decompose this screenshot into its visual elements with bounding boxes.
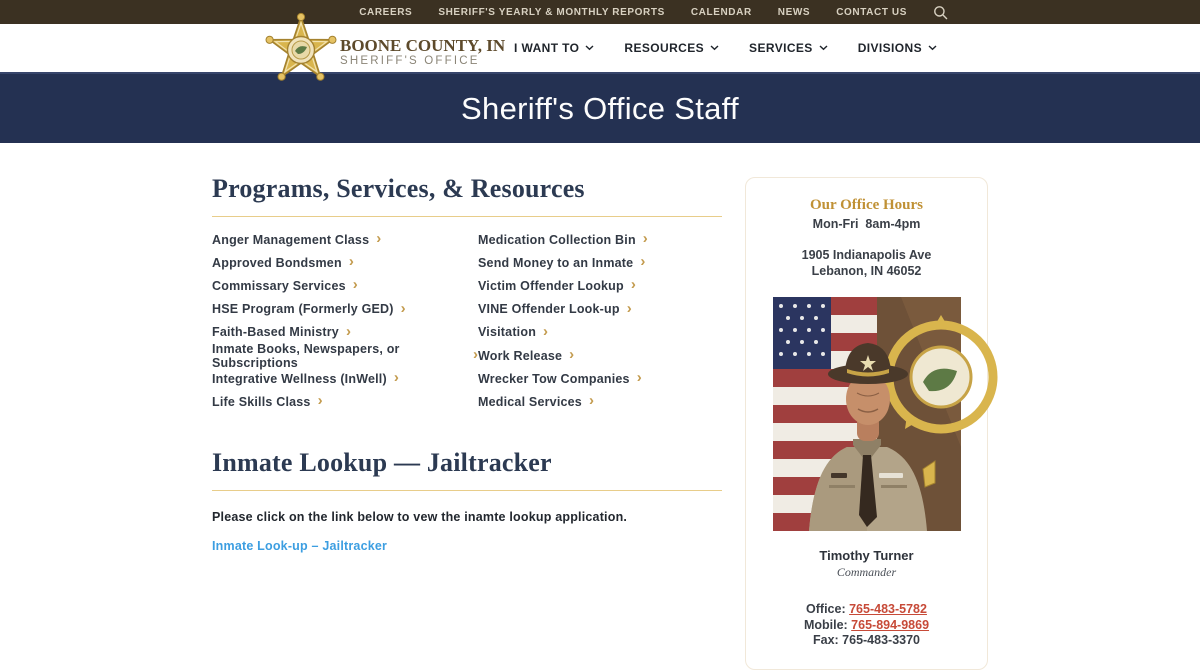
link-label: Integrative Wellness (InWell) — [212, 371, 387, 386]
chevron-down-icon — [710, 45, 719, 51]
inmate-lookup-instruction: Please click on the link below to vew the inamte lookup application. — [212, 509, 628, 524]
nav-i-want-to[interactable] — [514, 41, 594, 55]
chevron-right-icon: › — [400, 299, 406, 317]
site-logo[interactable] — [266, 13, 505, 85]
link-label: Visitation — [478, 325, 537, 340]
office-address — [762, 248, 971, 279]
topbar-link-careers[interactable]: CAREERS — [359, 6, 413, 18]
office-hours-value: Mon-Fri 8am-4pm — [812, 217, 921, 231]
content-column — [212, 143, 722, 670]
chevron-down-icon — [819, 45, 828, 51]
link-label: Work Release — [478, 348, 563, 363]
link-hse-program[interactable] — [212, 298, 478, 321]
link-label: Inmate Books, Newspapers, or Subscriptions — [212, 341, 400, 370]
staff-contact — [762, 602, 971, 649]
chevron-right-icon: › — [630, 276, 636, 294]
link-label: Wrecker Tow Companies — [478, 371, 630, 386]
link-integrative-wellness[interactable] — [212, 367, 478, 390]
nav-label: I WANT TO — [514, 41, 580, 55]
link-label: Medical Services — [478, 394, 582, 409]
link-commissary-services[interactable] — [212, 274, 478, 297]
sidebar — [745, 143, 988, 670]
chevron-right-icon: › — [642, 230, 648, 248]
link-medical-services[interactable] — [478, 390, 722, 413]
chevron-right-icon: › — [588, 392, 594, 410]
nav-label: SERVICES — [749, 41, 813, 55]
link-label: Commissary Services — [212, 278, 346, 293]
chevron-down-icon — [928, 45, 937, 51]
programs-section — [212, 174, 722, 414]
sheriff-star-badge-icon — [266, 13, 336, 85]
office-phone-link[interactable]: 765-483-5782 — [849, 602, 927, 616]
chevron-right-icon: › — [636, 369, 642, 387]
chevron-right-icon: › — [393, 369, 399, 387]
chevron-right-icon: › — [345, 322, 351, 340]
inmate-lookup-section — [212, 448, 722, 555]
mobile-phone-label: Mobile: — [803, 617, 852, 632]
nav-resources[interactable] — [624, 41, 719, 55]
link-vine-offender-lookup[interactable] — [478, 298, 722, 321]
fax-row: Fax: 765-483-3370 — [812, 633, 921, 647]
site-header — [0, 24, 1200, 72]
topbar-link-reports[interactable]: SHERIFF'S YEARLY & MONTHLY REPORTS — [438, 6, 665, 18]
office-phone-label: Office: — [806, 602, 850, 616]
chevron-right-icon: › — [348, 253, 354, 271]
programs-links — [212, 228, 722, 414]
link-work-release[interactable] — [478, 344, 722, 367]
address-line-2: Lebanon, IN 46052 — [811, 263, 922, 278]
utility-bar — [0, 0, 1200, 24]
search-icon[interactable] — [933, 5, 948, 20]
chevron-right-icon: › — [352, 276, 358, 294]
link-visitation[interactable] — [478, 321, 722, 344]
link-send-money-to-inmate[interactable] — [478, 251, 722, 274]
link-approved-bondsmen[interactable] — [212, 251, 478, 274]
chevron-down-icon — [585, 45, 594, 51]
topbar-link-calendar[interactable]: CALENDAR — [690, 6, 752, 18]
link-label: Medication Collection Bin — [478, 232, 636, 247]
chevron-right-icon: › — [640, 253, 646, 271]
staff-title: Commander — [836, 565, 897, 579]
link-victim-offender-lookup[interactable] — [478, 274, 722, 297]
link-label: Approved Bondsmen — [212, 255, 342, 270]
office-hours-card — [745, 177, 988, 670]
link-faith-based-ministry[interactable] — [212, 321, 478, 344]
nav-divisions[interactable] — [858, 41, 937, 55]
mobile-phone-row — [762, 618, 971, 634]
chevron-right-icon: › — [473, 346, 478, 364]
staff-portrait-photo — [773, 297, 961, 531]
link-label: Faith-Based Ministry — [212, 325, 339, 340]
chevron-right-icon: › — [317, 392, 323, 410]
nav-services[interactable] — [749, 41, 828, 55]
page-title: Sheriff's Office Staff — [461, 90, 739, 126]
link-anger-management-class[interactable] — [212, 228, 478, 251]
link-medication-collection-bin[interactable] — [478, 228, 722, 251]
address-line-1: 1905 Indianapolis Ave — [801, 248, 932, 262]
staff-name: Timothy Turner — [819, 548, 914, 563]
site-subname: SHERIFF'S OFFICE — [340, 55, 480, 67]
chevron-right-icon: › — [376, 230, 382, 248]
link-inmate-books[interactable] — [212, 341, 478, 370]
gold-divider — [212, 490, 722, 491]
office-phone-row — [762, 602, 971, 618]
link-label: Anger Management Class — [212, 232, 370, 247]
link-label: VINE Offender Look-up — [478, 302, 620, 317]
office-hours-title: Our Office Hours — [809, 197, 924, 213]
nav-label: DIVISIONS — [857, 41, 922, 55]
inmate-lookup-heading: Inmate Lookup — Jailtracker — [212, 447, 552, 477]
chevron-right-icon: › — [543, 322, 549, 340]
nav-label: RESOURCES — [624, 41, 705, 55]
page-banner — [0, 72, 1200, 143]
topbar-link-news[interactable]: NEWS — [777, 6, 811, 18]
link-label: HSE Program (Formerly GED) — [212, 302, 394, 317]
link-wrecker-tow-companies[interactable] — [478, 367, 722, 390]
link-label: Send Money to an Inmate — [478, 255, 634, 270]
main-content — [212, 143, 988, 670]
programs-heading: Programs, Services, & Resources — [212, 174, 585, 203]
site-name: BOONE COUNTY, IN — [340, 36, 506, 55]
link-life-skills-class[interactable] — [212, 390, 478, 413]
chevron-right-icon: › — [626, 299, 632, 317]
topbar-link-contact-us[interactable]: CONTACT US — [836, 6, 907, 18]
link-label: Life Skills Class — [212, 394, 311, 409]
inmate-lookup-jailtracker-link[interactable]: Inmate Look-up – Jailtracker — [212, 538, 388, 553]
main-navigation — [514, 24, 937, 72]
chevron-right-icon: › — [569, 346, 575, 364]
gold-divider — [212, 216, 722, 217]
mobile-phone-link[interactable]: 765-894-9869 — [851, 617, 930, 632]
link-label: Victim Offender Lookup — [478, 278, 624, 293]
